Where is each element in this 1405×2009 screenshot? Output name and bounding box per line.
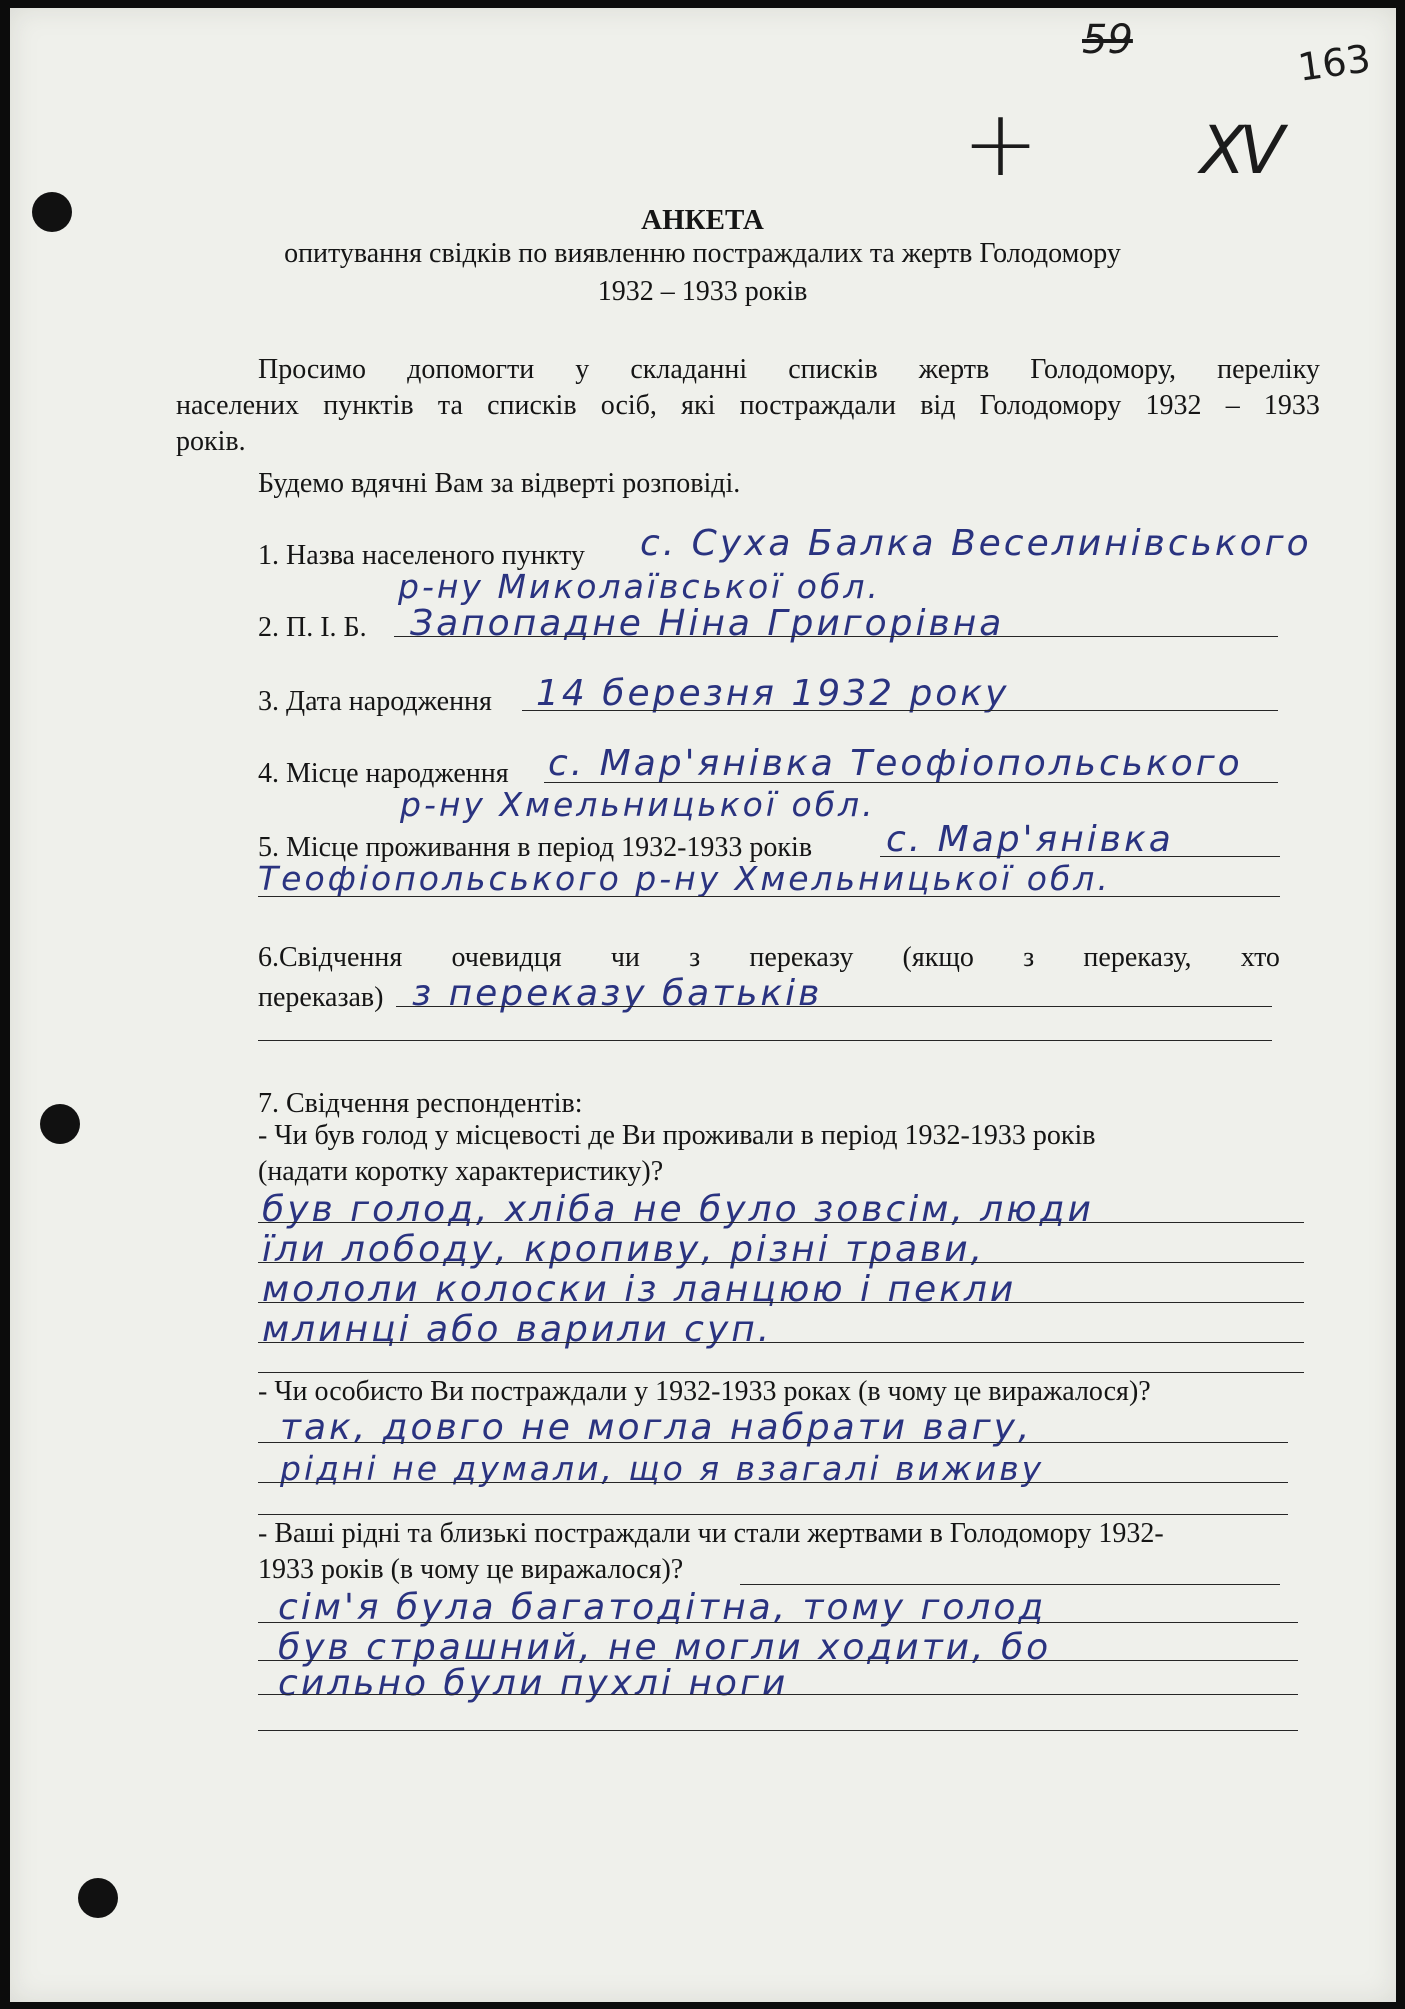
q7-sub1-answer-4: млинці або варили суп. [262,1309,773,1350]
page-subtitle-line2: 1932 – 1933 років [597,276,808,307]
q7-sub2-rule-3 [258,1514,1288,1515]
q6-extra-line [258,1040,1272,1041]
q7-sub3-line2: 1933 років (в чому це виражалося)? [258,1554,684,1585]
q7-sub1-rule-4 [258,1342,1304,1343]
q7-sub3-answer-1: сім'я була багатодітна, тому голод [278,1587,1047,1628]
q7-sub3-answer-2: був страшний, не могли ходити, бо [278,1627,1052,1668]
q5-answer-line1-rule [880,856,1280,857]
punch-hole-middle [40,1104,80,1144]
q3-answer-line [522,710,1278,711]
q7-sub2-rule-1 [258,1442,1288,1443]
q2-answer: Запопадне Ніна Григорівна [410,603,1005,644]
q7-sub1-answer-3: мололи колоски із ланцюю і пекли [262,1269,1017,1310]
intro-line3: років. [176,426,246,457]
q4-answer-line2: р-ну Хмельницької обл. [400,785,876,824]
q3-label: 3. Дата народження [258,686,492,717]
q4-answer-line [544,782,1278,783]
q6-label-line1: 6.Свідчення очевидця чи з переказу (якщо з переказу, хто [258,942,1280,973]
q7-sub3-rule-4 [258,1730,1298,1731]
q7-sub3-rule-1 [258,1622,1298,1623]
q1-answer-line2: р-ну Миколаївської обл. [398,567,881,606]
q5-answer-line2-rule [258,896,1280,897]
plus-mark: + [962,90,1040,197]
sheet-number: 163 [1295,36,1374,90]
roman-numeral-mark: XV [1200,112,1279,189]
q5-answer-line2: Теофіопольського р-ну Хмельницької обл. [258,859,1111,898]
q7-sub3-rule-0 [740,1584,1280,1585]
q7-sub1-line2: (надати коротку характеристику)? [258,1156,664,1187]
q7-sub1-rule-5 [258,1372,1304,1373]
q1-answer-line1: с. Суха Балка Веселинівського [640,523,1312,564]
intro-thanks: Будемо вдячні Вам за відверті розповіді. [258,468,741,499]
q7-sub1-rule-1 [258,1222,1304,1223]
q4-label: 4. Місце народження [258,758,509,789]
intro-line1: Просимо допомогти у складанні списків жертв Голодомору, переліку [258,354,1320,385]
q7-sub3-rule-2 [258,1660,1298,1661]
q7-sub2-answer-1: так, довго не могла набрати вагу, [280,1407,1033,1448]
page-subtitle-line1: опитування свідків по виявленню постраждалих та жертв Голодомору [284,238,1121,269]
intro-line2: населених пунктів та списків осіб, які постраждали від Голодомору 1932 – 1933 [176,390,1320,421]
q7-sub2-answer-2: рідні не думали, що я взагалі виживу [280,1449,1045,1488]
q3-answer: 14 березня 1932 року [536,673,1010,714]
q2-answer-line [394,636,1278,637]
archive-number-struck: 59 [1082,17,1133,63]
q6-answer: з переказу батьків [412,973,823,1014]
q2-label: 2. П. І. Б. [258,612,367,643]
q7-sub2-rule-2 [258,1482,1288,1483]
q7-sub1-rule-2 [258,1262,1304,1263]
q4-answer-line1: с. Мар'янівка Теофіопольського [548,743,1243,784]
q7-sub3-line1: - Ваші рідні та близькі постраждали чи стали жертвами в Голодомору 1932- [258,1518,1164,1549]
q7-label: 7. Свідчення респондентів: [258,1088,583,1119]
q7-sub1-answer-2: їли лободу, кропиву, різні трави, [262,1229,986,1270]
q5-answer-line1: с. Мар'янівка [886,819,1174,860]
q1-label: 1. Назва населеного пункту [258,540,585,571]
q7-sub3-answer-3: сильно були пухлі ноги [278,1663,789,1704]
punch-hole-bottom [78,1878,118,1918]
q7-sub1-line1: - Чи був голод у місцевості де Ви проживали в період 1932-1933 років [258,1120,1096,1151]
page-title: АНКЕТА [641,204,764,236]
q5-label: 5. Місце проживання в період 1932-1933 років [258,832,813,863]
q6-label-line2: переказав) [258,982,384,1013]
q7-sub1-rule-3 [258,1302,1304,1303]
q6-answer-line [396,1006,1272,1007]
q7-sub1-answer-1: був голод, хліба не було зовсім, люди [262,1189,1094,1230]
q7-sub3-rule-3 [258,1694,1298,1695]
q7-sub2-label: - Чи особисто Ви постраждали у 1932-1933 роках (в чому це виражалося)? [258,1376,1151,1407]
